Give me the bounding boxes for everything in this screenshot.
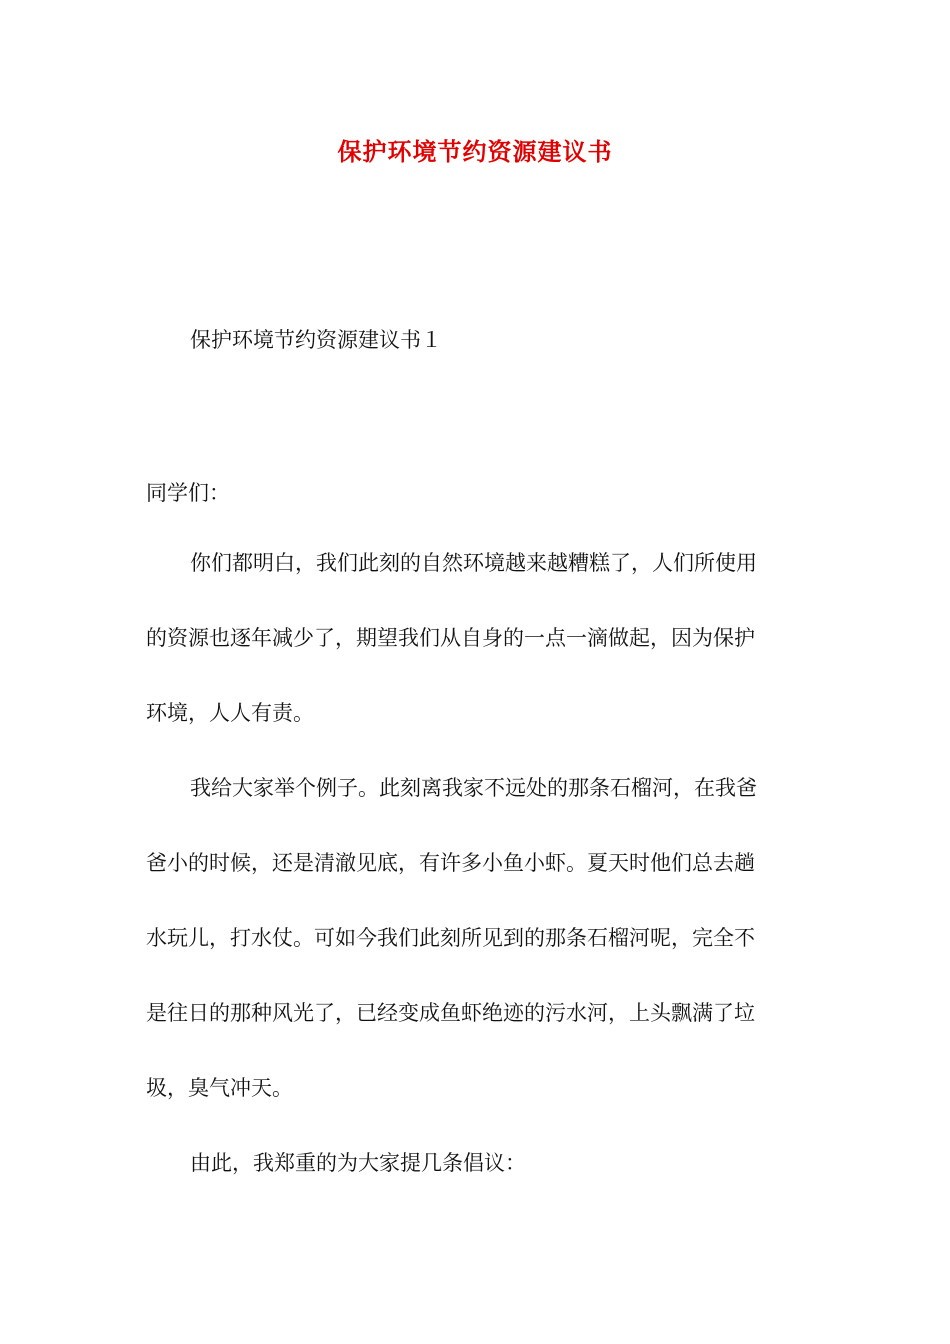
paragraph-line: 你们都明白，我们此刻的自然环境越来越糟糕了，人们所使用 xyxy=(190,551,757,575)
salutation: 同学们： xyxy=(146,481,230,505)
paragraph-line: 圾，臭气冲天。 xyxy=(146,1076,293,1100)
paragraph-line: 由此，我郑重的为大家提几条倡议： xyxy=(190,1151,526,1175)
paragraph-line: 环境，人人有责。 xyxy=(146,701,314,725)
paragraph-line: 我给大家举个例子。此刻离我家不远处的那条石榴河，在我爸 xyxy=(190,776,757,800)
paragraph-line: 水玩儿，打水仗。可如今我们此刻所见到的那条石榴河呢，完全不 xyxy=(146,926,755,950)
paragraph-line: 是往日的那种风光了，已经变成鱼虾绝迹的污水河，上头飘满了垃 xyxy=(146,1001,755,1025)
section-heading: 保护环境节约资源建议书１ xyxy=(190,328,442,352)
paragraph-line: 的资源也逐年减少了，期望我们从自身的一点一滴做起，因为保护 xyxy=(146,626,755,650)
paragraph-line: 爸小的时候，还是清澈见底，有许多小鱼小虾。夏天时他们总去趟 xyxy=(146,851,755,875)
page-title: 保护环境节约资源建议书 xyxy=(337,137,613,166)
